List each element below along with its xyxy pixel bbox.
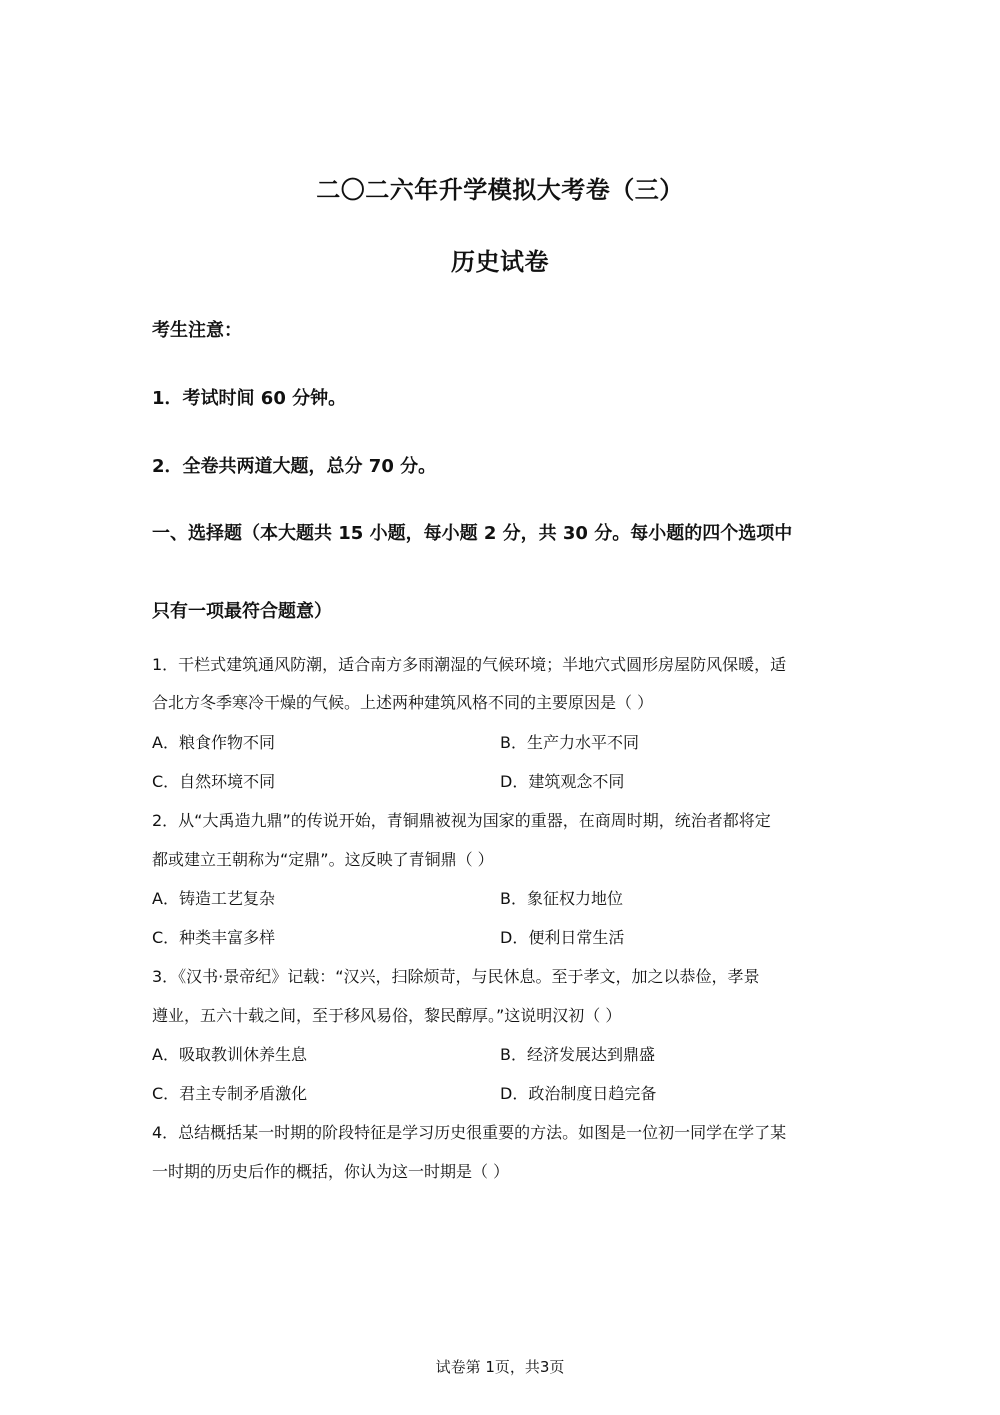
question-3-option-b: B．经济发展达到鼎盛 [500,1045,655,1064]
question-1-option-d: D．建筑观念不同 [500,772,625,791]
question-1-text: 1．干栏式建筑通风防潮，适合南方多雨潮湿的气候环境；半地穴式圆形房屋防风保暖，适 [152,655,787,674]
question-4-text: 4．总结概括某一时期的阶段特征是学习历史很重要的方法。如图是一位初一同学在学了某 [152,1123,787,1142]
section-heading-cont: 只有一项最符合题意） [152,601,332,622]
question-1-option-c: C．自然环境不同 [152,772,276,791]
exam-title: 二〇二六年升学模拟大考卷（三） [316,176,684,204]
question-4-text: 一时期的历史后作的概括，你认为这一时期是（ ） [152,1162,510,1181]
question-1-option-a: A．粮食作物不同 [152,733,275,752]
question-3-text: 3．《汉书·景帝纪》记载：“汉兴，扫除烦苛，与民休息。至于孝文，加之以恭俭，孝景 [152,967,760,986]
question-1-text: 合北方冬季寒冷干燥的气候。上述两种建筑风格不同的主要原因是（ ） [152,693,654,712]
notice-item: 2．全卷共两道大题，总分 70 分。 [152,456,437,477]
question-1-option-b: B．生产力水平不同 [500,733,639,752]
question-3-text: 遵业，五六十载之间，至于移风易俗，黎民醇厚。”这说明汉初（ ） [152,1006,622,1025]
section-heading: 一、选择题（本大题共 15 小题，每小题 2 分，共 30 分。每小题的四个选项中 [152,523,793,544]
question-2-text: 都或建立王朝称为“定鼎”。这反映了青铜鼎（ ） [152,850,494,869]
question-3-option-d: D．政治制度日趋完备 [500,1084,657,1103]
question-2-option-c: C．种类丰富多样 [152,928,276,947]
exam-subtitle: 历史试卷 [451,248,549,276]
question-3-option-a: A．吸取教训休养生息 [152,1045,307,1064]
question-2-text: 2．从“大禹造九鼎”的传说开始，青铜鼎被视为国家的重器，在商周时期，统治者都将定 [152,811,771,830]
question-2-option-a: A．铸造工艺复杂 [152,889,275,908]
question-3-option-c: C．君主专制矛盾激化 [152,1084,308,1103]
question-2-option-b: B．象征权力地位 [500,889,623,908]
page-footer: 试卷第 1页，共3页 [435,1358,565,1376]
question-2-option-d: D．便利日常生活 [500,928,625,947]
notice-item: 1．考试时间 60 分钟。 [152,388,347,409]
notice-heading: 考生注意： [152,320,242,341]
